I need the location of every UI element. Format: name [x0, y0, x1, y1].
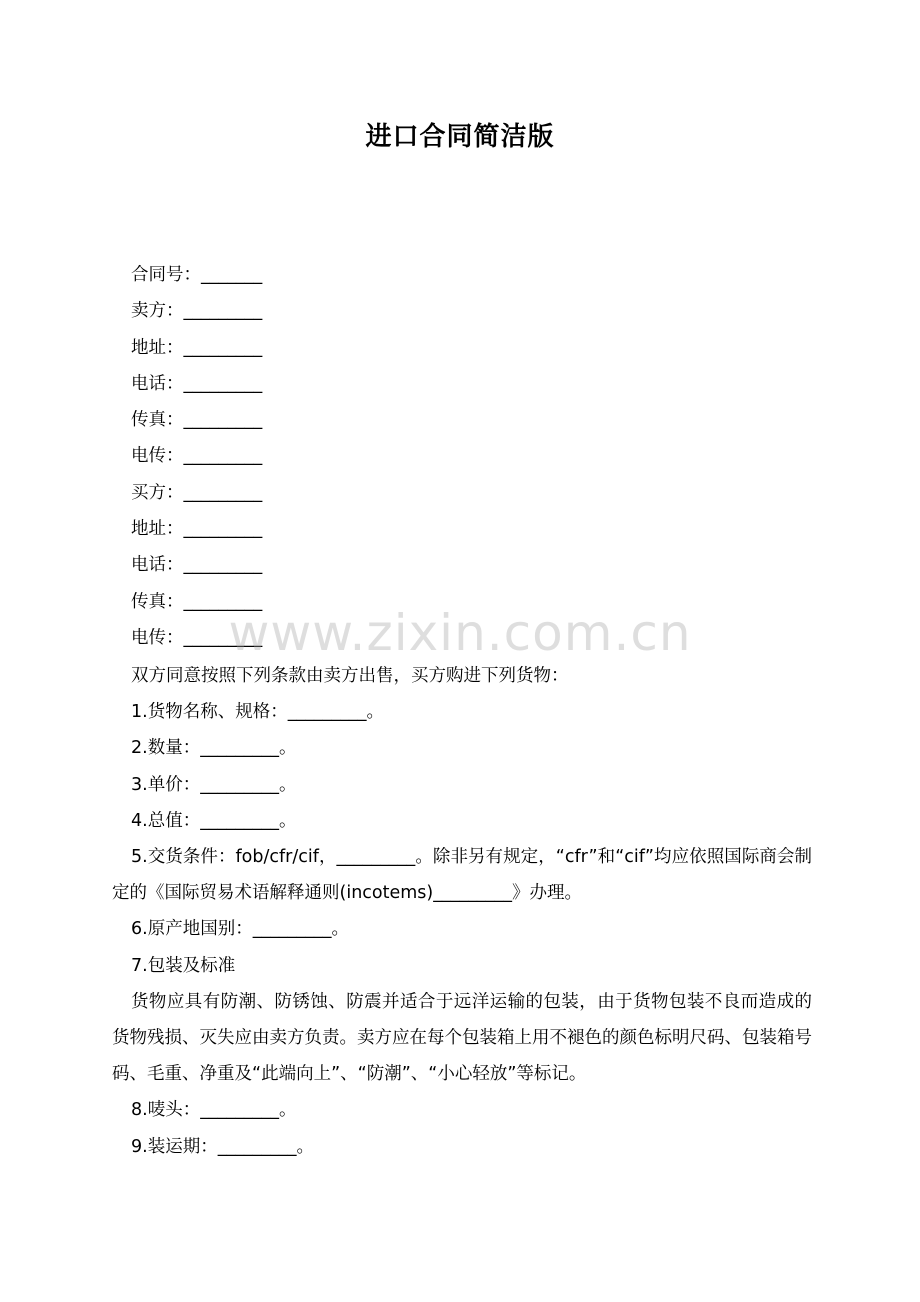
clause-shipping-mark: 8.唛头：_________。	[131, 1100, 297, 1121]
field-buyer-telex: 电传：_________	[131, 627, 263, 648]
clause-origin-country: 6.原产地国别：_________。	[131, 919, 349, 940]
clause-quantity: 2.数量：_________。	[131, 738, 297, 759]
clause-total-value: 4.总值：_________。	[131, 810, 297, 831]
intro-paragraph: 双方同意按照下列条款由卖方出售，买方购进下列货物：	[131, 666, 569, 686]
field-seller: 卖方：_________	[131, 301, 263, 322]
field-seller-address: 地址：_________	[131, 337, 263, 358]
contract-body	[112, 658, 812, 1165]
contract-fields	[131, 262, 262, 661]
field-contract-number: 合同号：_______	[131, 265, 263, 285]
field-buyer-address: 地址：_________	[131, 519, 263, 540]
field-seller-telex: 电传：_________	[131, 446, 263, 467]
field-buyer: 买方：_________	[131, 482, 263, 503]
clause-packing-heading: 7.包装及标准	[131, 955, 236, 976]
document-title: 进口合同简洁版	[365, 122, 555, 152]
clause-packing-text: 货物应具有防潮、防锈蚀、防震并适合于远洋运输的包装，由于货物包装不良而造成的货物残损、灭失应由卖方负责。卖方应在每个包装箱上用不褪色的颜色标明尺码、包装箱号码、毛重、净重及“此端向上”、“防潮”、“小心轻放”等标记。	[112, 991, 812, 1085]
field-seller-phone: 电话：_________	[131, 373, 263, 394]
field-buyer-fax: 传真：_________	[131, 591, 263, 612]
field-buyer-phone: 电话：_________	[131, 555, 263, 576]
clause-delivery-terms: 5.交货条件：fob/cfr/cif，_________。除非另有规定，“cfr”和“cif”均应依照国际商会制定的《国际贸易术语解释通则(incotems)_________》办理。	[112, 847, 812, 904]
clause-goods-spec: 1.货物名称、规格：_________。	[131, 702, 384, 723]
watermark: www.zixin.com.cn	[228, 604, 692, 662]
clause-unit-price: 3.单价：_________。	[131, 774, 297, 795]
field-seller-fax: 传真：_________	[131, 410, 263, 431]
clause-shipment-date: 9.装运期：_________。	[131, 1136, 314, 1157]
